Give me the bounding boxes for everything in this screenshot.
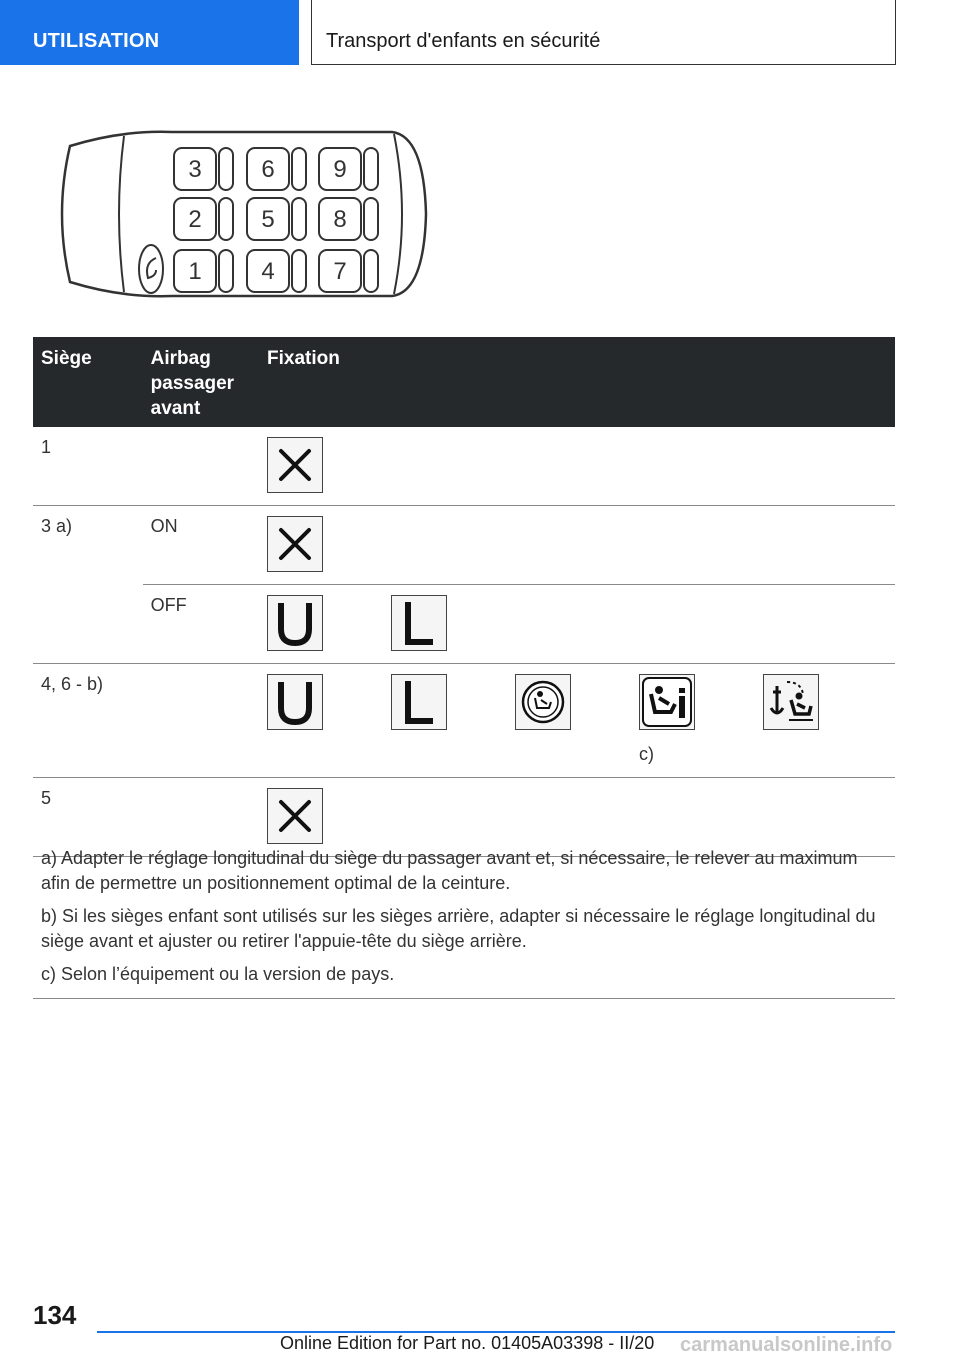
footnotes [33,836,895,999]
table-row [33,427,895,506]
seat-cell: 4, 6 - b) [33,664,143,778]
seat-number: 2 [188,206,202,233]
child-seat-info-icon [639,674,695,730]
section-tab: UTILISATION [0,0,299,65]
seat-back [364,250,378,292]
universal-u-icon [267,674,323,730]
airbag-cell [143,427,259,506]
footnote-ref: c) [639,744,654,764]
footnote-c: c) Selon l’équipement ou la version de pays. [41,964,395,984]
seat-number: 5 [261,206,275,233]
top-tether-icon [763,674,819,730]
seat-number: 4 [261,258,275,285]
seat-back [219,198,233,240]
seat-back [292,198,306,240]
seat-cell: 1 [33,427,143,506]
seat-back [364,198,378,240]
table-row [33,585,895,664]
seat-number: 8 [333,206,347,233]
seat-cell: 3 a) [33,506,143,664]
seat-cells [174,148,378,292]
footnote-a: a) Adapter le réglage longitudinal du siège du passager avant et, si nécessaire, le relever au maximum afin de permettre un positionnement optimal de la ceinture. [41,848,858,893]
col-fixation: Fixation [259,337,895,427]
seat-number: 9 [333,156,347,183]
seat-back [292,250,306,292]
fixation-cell [259,585,895,664]
page-number: 134 [33,1300,77,1330]
semi-universal-l-icon [391,595,447,651]
seat-table [33,337,895,857]
table-row [33,664,895,778]
watermark: carmanualsonline.info [680,1334,893,1356]
cross-icon [267,437,323,493]
child-seat-symbol [139,245,163,293]
fixation-cell [259,506,895,585]
seat-back [219,148,233,190]
col-airbag: Airbag passager avant [143,337,259,427]
semi-universal-l-icon [391,674,447,730]
airbag-cell: OFF [143,585,259,664]
footnote-b: b) Si les sièges enfant sont utilisés sur les sièges arrière, adapter si nécessaire le réglage longitudinal du siège avant et ajuster ou retirer l'appuie-tête du siège arrière. [41,906,876,951]
topic-title: Transport d'enfants en sécurité [311,0,896,65]
airbag-cell: ON [143,506,259,585]
table-row [33,506,895,585]
col-seat: Siège [33,337,143,427]
fixation-cell [259,427,895,506]
seat-back [292,148,306,190]
seat-number: 7 [333,258,347,285]
fixation-cell [259,664,895,778]
seat-number: 6 [261,156,275,183]
seat-layout-diagram [52,128,428,300]
universal-u-icon [267,595,323,651]
seat-back [364,148,378,190]
i-size-icon [515,674,571,730]
cross-icon [267,516,323,572]
airbag-cell [143,664,259,778]
seat-back [219,250,233,292]
seat-number: 1 [188,258,202,285]
seat-cell: 5 [33,778,143,857]
seat-number: 3 [188,156,202,183]
edition-text: Online Edition for Part no. 01405A03398 - II/20 [280,1333,655,1353]
